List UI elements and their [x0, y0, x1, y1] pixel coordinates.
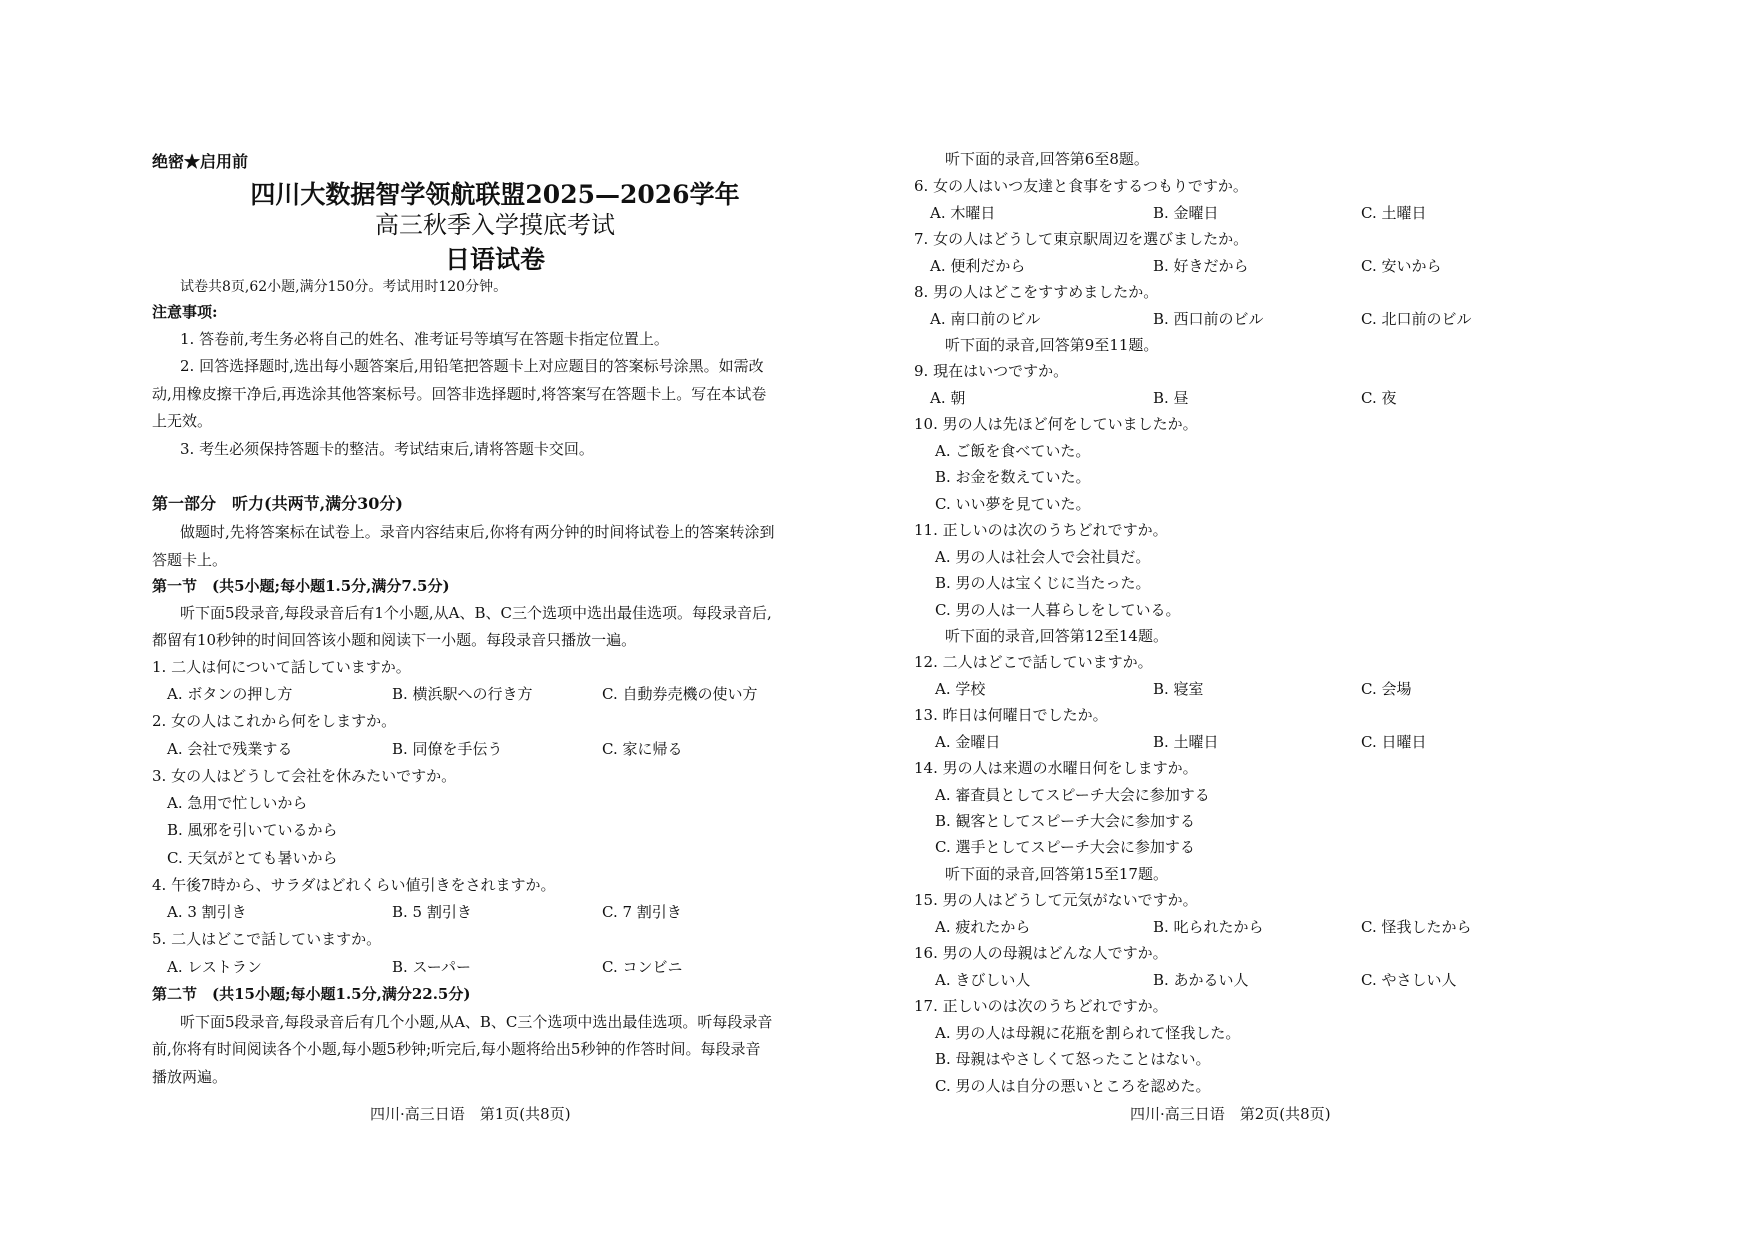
- q9-option-b: B. 昼: [1153, 389, 1189, 407]
- q14-option-c: C. 選手としてスピーチ大会に参加する: [935, 838, 1195, 856]
- question-16: 16. 男の人の母親はどんな人ですか。: [914, 944, 1168, 962]
- section2-intro-cont: 前,你将有时间阅读各个小题,每小题5秒钟;听完后,每小题将给出5秒钟的作答时间。每段录音: [152, 1040, 761, 1058]
- part1-intro-cont: 答题卡上。: [152, 551, 228, 569]
- q8-option-b: B. 西口前のビル: [1153, 310, 1264, 328]
- q15-option-a: A. 疲れたから: [935, 918, 1031, 936]
- exam-info: 试卷共8页,62小题,满分150分。考试用时120分钟。: [180, 279, 508, 295]
- q15-option-b: B. 叱られたから: [1153, 918, 1264, 936]
- section2-intro: 听下面5段录音,每段录音后有几个小题,从A、B、C三个选项中选出最佳选项。听每段录音: [180, 1013, 773, 1031]
- q7-option-b: B. 好きだから: [1153, 257, 1249, 275]
- q10-option-b: B. お金を数えていた。: [935, 468, 1091, 486]
- q10-option-c: C. いい夢を見ていた。: [935, 495, 1091, 513]
- q9-option-a: A. 朝: [930, 389, 966, 407]
- q1-option-a: A. ボタンの押し方: [167, 685, 293, 703]
- q17-option-c: C. 男の人は自分の悪いところを認めた。: [935, 1077, 1211, 1095]
- part1-intro: 做题时,先将答案标在试卷上。录音内容结束后,你将有两分钟的时间将试卷上的答案转涂到: [180, 523, 775, 541]
- q13-option-b: B. 土曜日: [1153, 733, 1219, 751]
- section1-intro: 听下面5段录音,每段录音后有1个小题,从A、B、C三个选项中选出最佳选项。每段录音后,: [180, 604, 772, 622]
- question-1: 1. 二人は何について話していますか。: [152, 658, 411, 676]
- question-12: 12. 二人はどこで話していますか。: [914, 653, 1153, 671]
- q15-option-c: C. 怪我したから: [1361, 918, 1472, 936]
- question-4: 4. 午後7時から、サラダはどれくらい値引きをされますか。: [152, 876, 556, 894]
- notice-1: 1. 答卷前,考生务必将自己的姓名、准考证号等填写在答题卡指定位置上。: [180, 330, 669, 348]
- q16-option-c: C. やさしい人: [1361, 971, 1457, 989]
- q16-option-a: A. きびしい人: [935, 971, 1031, 989]
- q7-option-c: C. 安いから: [1361, 257, 1442, 275]
- q13-option-c: C. 日曜日: [1361, 733, 1427, 751]
- question-13: 13. 昨日は何曜日でしたか。: [914, 706, 1108, 724]
- notice-2: 2. 回答选择题时,选出每小题答案后,用铅笔把答题卡上对应题目的答案标号涂黑。如需改: [180, 357, 764, 375]
- section1-intro-cont: 都留有10秒钟的时间回答该小题和阅读下一小题。每段录音只播放一遍。: [152, 631, 637, 649]
- notice-heading: 注意事项:: [152, 303, 218, 321]
- q17-option-a: A. 男の人は母親に花瓶を割られて怪我した。: [935, 1024, 1241, 1042]
- question-14: 14. 男の人は来週の水曜日何をしますか。: [914, 759, 1198, 777]
- instruction-q6-8: 听下面的录音,回答第6至8题。: [945, 150, 1149, 168]
- instruction-q9-11: 听下面的录音,回答第9至11题。: [945, 336, 1159, 354]
- q5-option-a: A. レストラン: [167, 958, 262, 976]
- section2-intro-end: 播放两遍。: [152, 1068, 228, 1086]
- q12-option-a: A. 学校: [935, 680, 986, 698]
- q9-option-c: C. 夜: [1361, 389, 1397, 407]
- q16-option-b: B. あかるい人: [1153, 971, 1249, 989]
- question-8: 8. 男の人はどこをすすめましたか。: [914, 283, 1159, 301]
- q2-option-a: A. 会社で残業する: [167, 740, 293, 758]
- q3-option-b: B. 風邪を引いているから: [167, 821, 338, 839]
- q2-option-c: C. 家に帰る: [602, 740, 683, 758]
- q1-option-c: C. 自動券売機の使い方: [602, 685, 758, 703]
- q6-option-a: A. 木曜日: [930, 204, 996, 222]
- q2-option-b: B. 同僚を手伝う: [392, 740, 503, 758]
- q6-option-c: C. 土曜日: [1361, 204, 1427, 222]
- page-1-footer: 四川·高三日语 第1页(共8页): [370, 1105, 571, 1123]
- q10-option-a: A. ご飯を食べていた。: [935, 442, 1091, 460]
- q13-option-a: A. 金曜日: [935, 733, 1001, 751]
- instruction-q12-14: 听下面的录音,回答第12至14题。: [945, 627, 1168, 645]
- q8-option-a: A. 南口前のビル: [930, 310, 1041, 328]
- q6-option-b: B. 金曜日: [1153, 204, 1219, 222]
- q4-option-b: B. 5 割引き: [392, 903, 472, 921]
- question-10: 10. 男の人は先ほど何をしていましたか。: [914, 415, 1198, 433]
- notice-3: 3. 考生必须保持答题卡的整洁。考试结束后,请将答题卡交回。: [180, 440, 594, 458]
- question-3: 3. 女の人はどうして会社を休みたいですか。: [152, 767, 457, 785]
- question-17: 17. 正しいのは次のうちどれですか。: [914, 997, 1168, 1015]
- q11-option-b: B. 男の人は宝くじに当たった。: [935, 574, 1151, 592]
- instruction-q15-17: 听下面的录音,回答第15至17题。: [945, 865, 1168, 883]
- q12-option-b: B. 寝室: [1153, 680, 1204, 698]
- page-2-footer: 四川·高三日语 第2页(共8页): [1130, 1105, 1331, 1123]
- q17-option-b: B. 母親はやさしくて怒ったことはない。: [935, 1050, 1211, 1068]
- q11-option-a: A. 男の人は社会人で会社員だ。: [935, 548, 1151, 566]
- q3-option-c: C. 天気がとても暑いから: [167, 849, 338, 867]
- question-2: 2. 女の人はこれから何をしますか。: [152, 712, 397, 730]
- part1-heading: 第一部分 听力(共两节,满分30分): [152, 494, 403, 513]
- notice-2-cont: 动,用橡皮擦干净后,再选涂其他答案标号。回答非选择题时,将答案写在答题卡上。写在本试卷: [152, 385, 767, 403]
- q1-option-b: B. 横浜駅への行き方: [392, 685, 533, 703]
- paper-name: 日语试卷: [444, 245, 545, 274]
- secret-mark: 绝密★启用前: [152, 152, 249, 171]
- question-5: 5. 二人はどこで話していますか。: [152, 930, 382, 948]
- q4-option-c: C. 7 割引き: [602, 903, 682, 921]
- question-7: 7. 女の人はどうして東京駅周辺を選びましたか。: [914, 230, 1249, 248]
- q14-option-b: B. 観客としてスピーチ大会に参加する: [935, 812, 1195, 830]
- q14-option-a: A. 審査員としてスピーチ大会に参加する: [935, 786, 1210, 804]
- question-6: 6. 女の人はいつ友達と食事をするつもりですか。: [914, 177, 1248, 195]
- notice-2-end: 上无效。: [152, 412, 213, 430]
- question-9: 9. 現在はいつですか。: [914, 362, 1069, 380]
- question-15: 15. 男の人はどうして元気がないですか。: [914, 891, 1198, 909]
- question-11: 11. 正しいのは次のうちどれですか。: [914, 521, 1168, 539]
- exam-title: 四川大数据智学领航联盟2025—2026学年: [250, 180, 740, 209]
- q11-option-c: C. 男の人は一人暮らしをしている。: [935, 601, 1181, 619]
- q3-option-a: A. 急用で忙しいから: [167, 794, 308, 812]
- q4-option-a: A. 3 割引き: [167, 903, 247, 921]
- q5-option-b: B. スーパー: [392, 958, 472, 976]
- q8-option-c: C. 北口前のビル: [1361, 310, 1472, 328]
- exam-subtitle: 高三秋季入学摸底考试: [375, 211, 615, 239]
- section1-heading: 第一节 (共5小题;每小题1.5分,满分7.5分): [152, 577, 450, 595]
- q12-option-c: C. 会場: [1361, 680, 1412, 698]
- q7-option-a: A. 便利だから: [930, 257, 1026, 275]
- q5-option-c: C. コンビニ: [602, 958, 683, 976]
- section2-heading: 第二节 (共15小题;每小题1.5分,满分22.5分): [152, 985, 471, 1003]
